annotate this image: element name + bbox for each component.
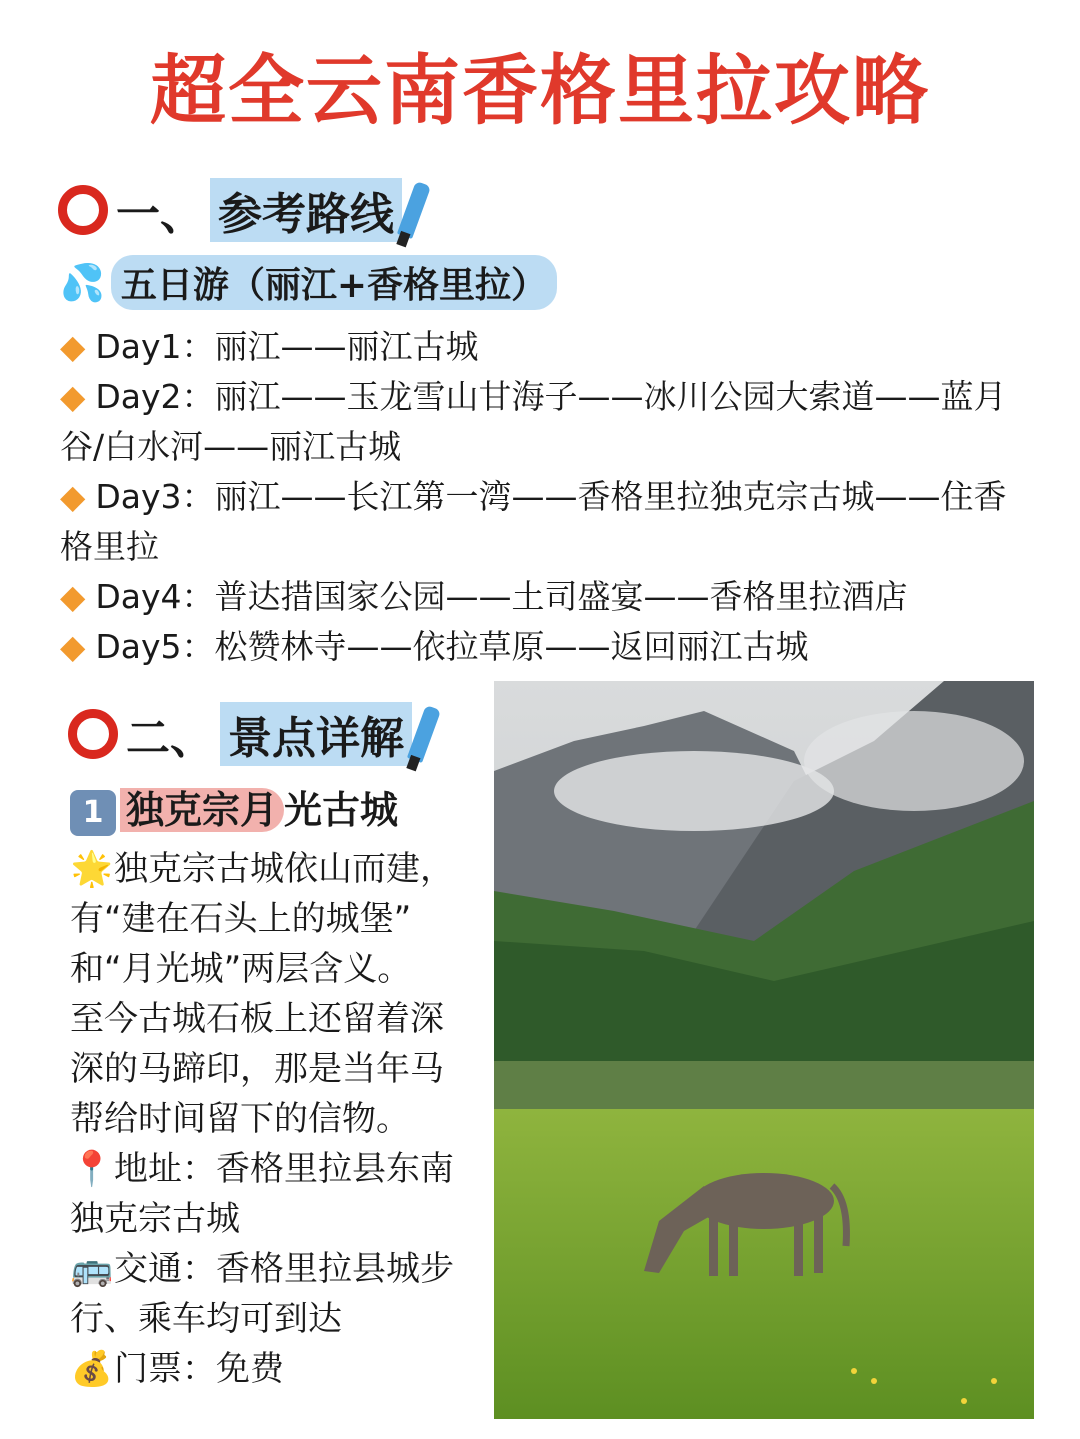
orange-diamond-icon: ◆ (60, 577, 86, 616)
section-label: 景点详解 (220, 702, 412, 766)
day-text: Day2：丽江——玉龙雪山甘海子——冰川公园大索道——蓝月谷/白水河——丽江古城 (60, 377, 1007, 466)
section-index: 一、 (116, 189, 204, 240)
highlighter-icon (397, 181, 431, 239)
desc-line: 独克宗古城依山而建， (114, 848, 454, 889)
itinerary-day (60, 322, 1030, 372)
keycap-number-icon: 1 (70, 790, 116, 836)
itinerary-day (60, 622, 1030, 672)
address-line: 独克宗古城 (70, 1198, 240, 1239)
day-text: Day3：丽江——长江第一湾——香格里拉独克宗古城——住香格里拉 (60, 477, 1007, 566)
spot-name-highlight: 独克宗月 (120, 788, 284, 832)
red-circle-icon (58, 185, 108, 235)
spot-address (70, 1144, 490, 1194)
address-line: 地址：香格里拉县东南 (114, 1148, 454, 1189)
spot-title (70, 785, 490, 836)
spot-transport (70, 1244, 490, 1294)
day-text: Day4：普达措国家公园——土司盛宴——香格里拉酒店 (95, 577, 908, 616)
itinerary-day (60, 572, 1030, 622)
bus-icon: 🚌 (70, 1248, 114, 1289)
itinerary-list (60, 322, 1030, 672)
highlighter-icon (407, 705, 441, 763)
itinerary-day (60, 372, 1030, 472)
star-icon: 🌟 (70, 848, 114, 889)
desc-line: 有“建在石头上的城堡” (70, 898, 412, 939)
transport-line: 交通：香格里拉县城步 (114, 1248, 454, 1289)
day-text: Day5：松赞林寺——依拉草原——返回丽江古城 (95, 627, 809, 666)
section-heading-spots (68, 702, 432, 766)
orange-diamond-icon: ◆ (60, 377, 86, 416)
orange-diamond-icon: ◆ (60, 477, 86, 516)
red-circle-icon (68, 709, 118, 759)
sweat-drops-icon: 💦 (60, 262, 105, 304)
pushpin-icon: 📍 (70, 1148, 114, 1189)
route-subtitle (60, 255, 557, 310)
spot-name-rest: 光古城 (284, 788, 399, 832)
section-index: 二、 (126, 713, 214, 764)
desc-line: 深的马蹄印，那是当年马 (70, 1048, 444, 1089)
section-label: 参考路线 (210, 178, 402, 242)
desc-line: 至今古城石板上还留着深 (70, 998, 444, 1039)
money-bag-icon: 💰 (70, 1348, 114, 1389)
orange-diamond-icon: ◆ (60, 327, 86, 366)
itinerary-day (60, 472, 1030, 572)
photo-illustration (494, 681, 1034, 1419)
ticket-text: 门票：免费 (114, 1348, 284, 1389)
route-label: 五日游（丽江+香格里拉） (111, 255, 557, 310)
transport-line: 行、乘车均可到达 (70, 1298, 342, 1339)
spot-details (70, 785, 490, 1394)
spot-description (70, 844, 490, 1144)
section-heading-route (58, 178, 422, 242)
desc-line: 和“月光城”两层含义。 (70, 948, 412, 989)
desc-line: 帮给时间留下的信物。 (70, 1098, 410, 1139)
day-text: Day1：丽江——丽江古城 (95, 327, 479, 366)
orange-diamond-icon: ◆ (60, 627, 86, 666)
landscape-photo-horse-meadow (494, 681, 1034, 1419)
page-title: 超全云南香格里拉攻略 (150, 46, 930, 135)
spot-ticket (70, 1344, 490, 1394)
